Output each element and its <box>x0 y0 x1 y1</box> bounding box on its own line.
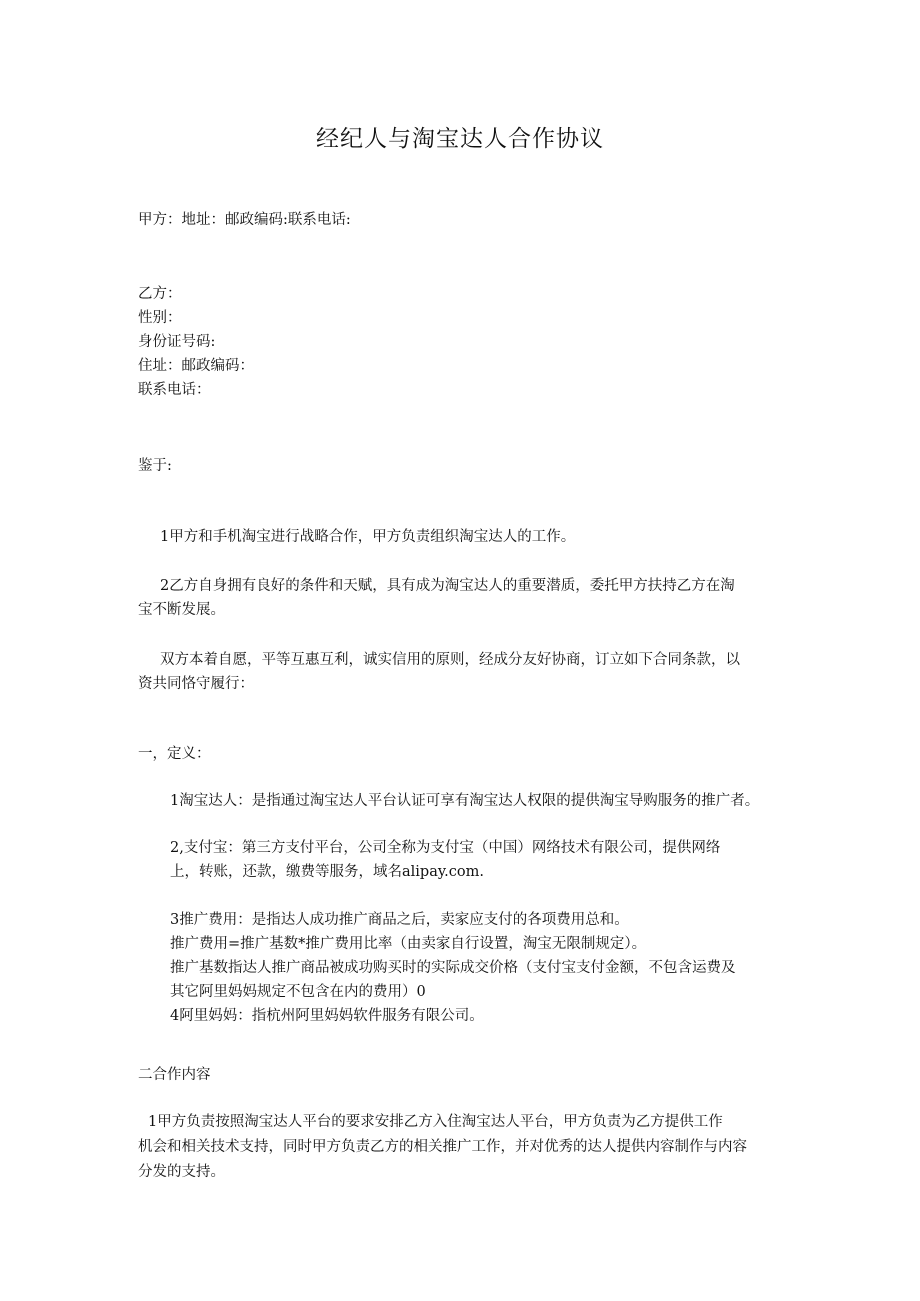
definition-3-line-4: 其它阿里妈妈规定不包含在内的费用）0 <box>170 984 426 1000</box>
definition-4: 4阿里妈妈：指杭州阿里妈妈软件服务有限公司。 <box>170 1008 484 1024</box>
party-b-phone: 联系电话： <box>138 382 211 398</box>
definition-1: 1淘宝达人：是指通过淘宝达人平台认证可享有淘宝达人权限的提供淘宝导购服务的推广者。 <box>170 793 760 809</box>
whereas-item-1: 1甲方和手机淘宝进行战略合作，甲方负责组织淘宝达人的工作。 <box>160 529 576 545</box>
section-2-item-1-line-1: 1甲方负责按照淘宝达人平台的要求安排乙方入住淘宝达人平台，甲方负责为乙方提供工作 <box>148 1114 723 1130</box>
definition-3-line-2: 推广费用=推广基数*推广费用比率（由卖家自行设置，淘宝无限制规定）。 <box>170 936 647 952</box>
whereas-item-2-line-2: 宝不断发展。 <box>138 602 225 618</box>
party-b-gender: 性别： <box>138 310 182 326</box>
definition-2-line-1: 2,支付宝：第三方支付平台，公司全称为支付宝（中国）网络技术有限公司，提供网络 <box>170 840 721 856</box>
party-a-line: 甲方：地址：邮政编码:联系电话: <box>138 212 351 228</box>
whereas-item-2-line-1: 2乙方自身拥有良好的条件和天赋，具有成为淘宝达人的重要潜质，委托甲方扶持乙方在淘 <box>160 578 735 594</box>
whereas-heading: 鉴于: <box>138 458 172 474</box>
definition-3-line-3: 推广基数指达人推广商品被成功购买时的实际成交价格（支付宝支付金额，不包含运费及 <box>170 960 736 976</box>
definition-3-line-1: 3推广费用：是指达人成功推广商品之后，卖家应支付的各项费用总和。 <box>170 912 629 928</box>
document-title: 经纪人与淘宝达人合作协议 <box>316 126 604 152</box>
party-b-id-number: 身份证号码: <box>138 334 216 350</box>
section-1-heading: 一，定义： <box>138 746 211 762</box>
section-2-heading: 二合作内容 <box>138 1067 211 1083</box>
agreement-line-2: 资共同恪守履行： <box>138 676 254 692</box>
agreement-line-1: 双方本着自愿，平等互惠互利，诚实信用的原则，经成分友好协商，订立如下合同条款，以 <box>160 652 740 668</box>
section-2-item-1-line-2: 机会和相关技术支持，同时甲方负责乙方的相关推广工作，并对优秀的达人提供内容制作与内容 <box>138 1139 747 1155</box>
party-b-address: 住址：邮政编码： <box>138 358 254 374</box>
definition-2-line-2: 上，转账，还款，缴费等服务，域名alipay.com. <box>170 864 484 880</box>
section-2-item-1-line-3: 分发的支持。 <box>138 1164 225 1180</box>
party-b-name: 乙方： <box>138 286 182 302</box>
